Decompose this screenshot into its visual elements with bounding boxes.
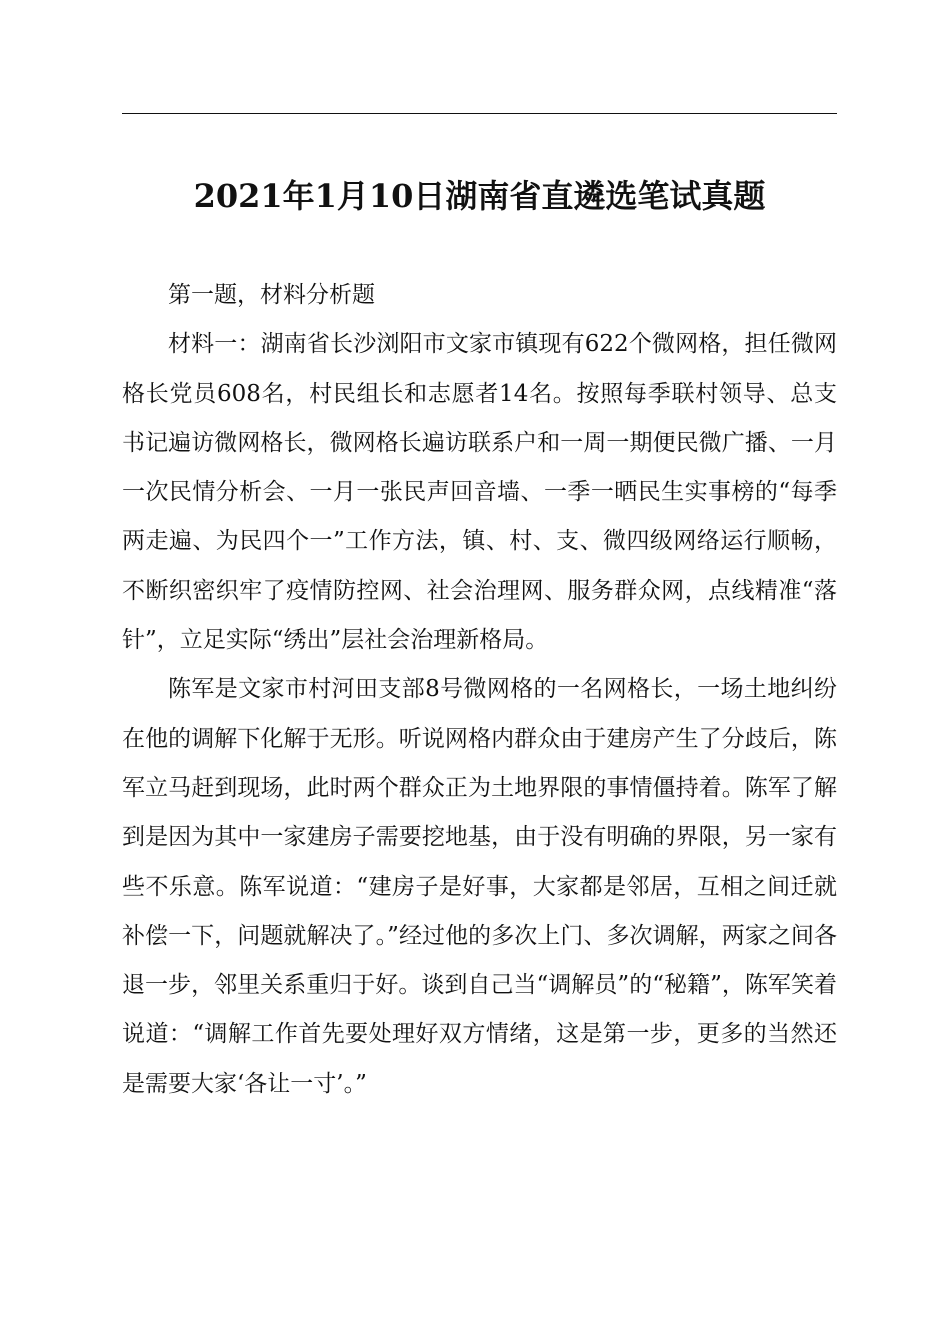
question-heading: 第一题，材料分析题 [168, 282, 375, 308]
chen-jun-paragraph: 陈军是文家市村河田支部8号微网格的一名网格长，一场土地纠纷在他的调解下化解于无形。听说网格内群众由于建房产生了分歧后，陈军立马赶到现场，此时两个群众正为土地界限的事情僵持着。陈军了解到是因为其中一家建房子需要挖地基，由于没有明确的界限，另一家有些不乐意。陈军说道：“建房子是好事，大家都是邻居，互相之间迁就补偿一下，问题就解决了。”经过他的多次上门、多次调解，两家之间各退一步，邻里关系重归于好。谈到自己当“调解员”的“秘籍”，陈军笑着说道：“调解工作首先要处理好双方情绪，这是第一步，更多的当然还是需要大家‘各让一寸’。” [122, 676, 837, 1097]
header-rule [122, 113, 837, 114]
document-title: 2021年1月10日湖南省直遴选笔试真题 [193, 177, 766, 215]
material-one-paragraph: 材料一：湖南省长沙浏阳市文家市镇现有622个微网格，担任微网格长党员608名，村民组长和志愿者14名。按照每季联村领导、总支书记遍访微网格长，微网格长遍访联系户和一周一期便民微广播、一月一次民情分析会、一月一张民声回音墙、一季一晒民生实事榜的“每季两走遍、为民四个一”工作方法，镇、村、支、微四级网络运行顺畅，不断织密织牢了疫情防控网、社会治理网、服务群众网，点线精准“落针”，立足实际“绣出”层社会治理新格局。 [122, 331, 837, 654]
document-body [122, 271, 837, 1109]
